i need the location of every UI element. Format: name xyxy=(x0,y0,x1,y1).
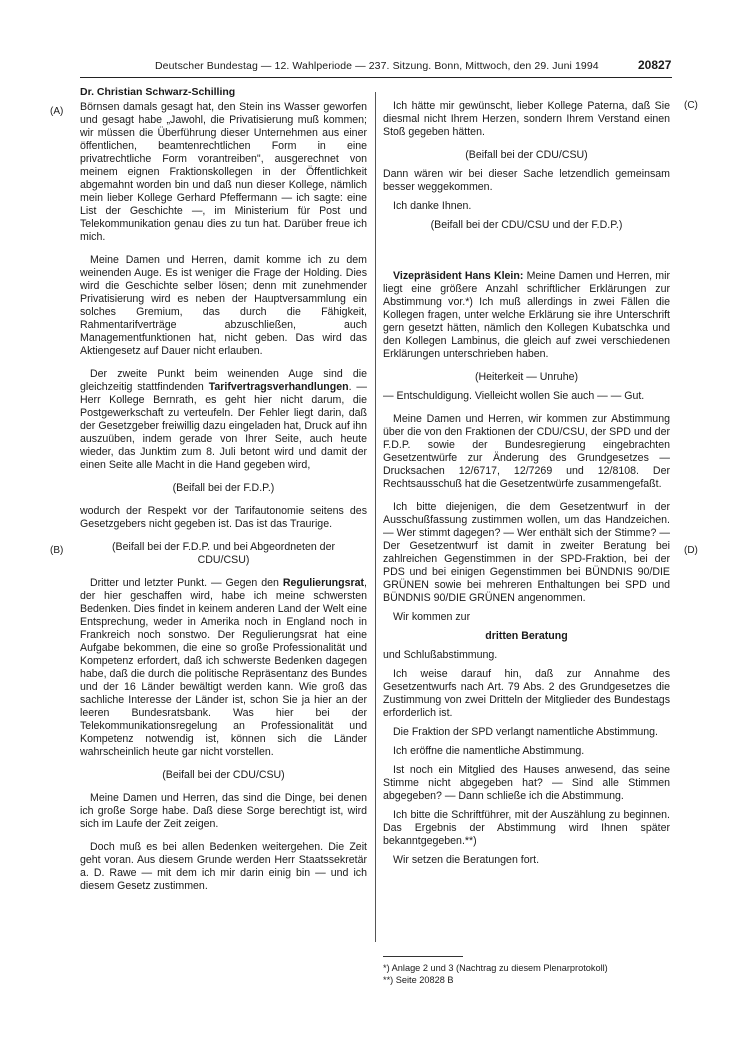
paragraph: Doch muß es bei allen Bedenken weitergehen. Die Zeit geht voran. Aus diesem Grunde werden Herr Staatssekretär a. D. Rawe — mit dem ich mir darin einig bin — und ich diesem Gesetz zustimmen. xyxy=(80,841,367,892)
paragraph: Ich bitte diejenigen, die dem Gesetzentwurf in der Ausschußfassung zustimmen wollen, um das Handzeichen. — Wer stimmt dagegen? — Wer enthält sich der Stimme? — Der Gesetzentwurf ist damit in zweiter Beratung bei zahlreichen Gegenstimmen in der SPD-Fraktion, bei der PDS und bei einigen Gegenstimmen bei BÜNDNIS 90/DIE GRÜNEN sowie bei mehreren Enthaltungen bei SPD und BÜNDNIS 90/DIE GRÜNEN angenommen. xyxy=(383,501,670,604)
speaker-heading: Dr. Christian Schwarz-Schilling xyxy=(80,86,236,98)
paragraph: Börnsen damals gesagt hat, den Stein ins Wasser geworfen und gesagt habe „Jawohl, die Privatisierung muß kommen; wir müssen die Überführung dieser Unternehmen aus einer öffentlichen, beamtenrechtlichen Form in eine privatrechtliche Form vorantreiben", ausgerechnet von meinem eignen Fraktionskollegen in der Öffentlichkeit abgemahnt worden bin und daß nun dieser Kollege, nämlich mein lieber Kollege Gerhard Pfeffermann — ich sagte: eine List der Geschichte —, im Ministerium für Post und Telekommunikation genau dies zu tun hat. Darüber freue ich mich. xyxy=(80,101,367,243)
paragraph: Dann wären wir bei dieser Sache letzendlich gemeinsam besser weggekommen. xyxy=(383,168,670,193)
paragraph: Ich bitte die Schriftführer, mit der Auszählung zu beginnen. Das Ergebnis der Abstimmung wird Ihnen später bekanntgegeben.**) xyxy=(383,809,670,847)
applause-note: (Beifall bei der F.D.P.) xyxy=(172,482,275,494)
paragraph: Ich hätte mir gewünscht, lieber Kollege Paterna, daß Sie diesmal nicht Ihrem Herzen, sondern Ihrem Verstand einen Stoß gegeben hätten. xyxy=(383,100,670,138)
paragraph: Ich weise darauf hin, daß zur Annahme des Gesetzentwurfs nach Art. 79 Abs. 2 des Grundgesetzes die Zustimmung von zwei Dritteln der Mitglieder des Bundestags erforderlich ist. xyxy=(383,668,670,719)
paragraph: — Entschuldigung. Vielleicht wollen Sie auch — — Gut. xyxy=(383,390,645,402)
footnote-rule xyxy=(383,956,463,957)
column-divider xyxy=(375,92,376,942)
paragraph: Dritter und letzter Punkt. — Gegen den Regulierungsrat, der hier geschaffen wird, habe ich meine schwersten Bedenken. Dies findet in keinem anderen Land der Welt eine Entsprechung, weder in Amerika noch in England noch in Frankreich noch sonstwo. Der Regulierungsrat hat eine Aufgabe bekommen, die eine so große Professionalität und Kompetenz erfordert, daß ich schwerste Bedenken dagegen habe, daß die durch die politische Repräsentanz des Bundes und der 16 Länder bewältigt werden kann. Wie groß das sachliche Interesse der Länder ist, schon Sie ja hier an der leeren Bundesratsbank. Was hier bei der Telekommunikationsregelung an Professionalität und Kompetenz notwendig ist, können sich die Länder wahrscheinlich heute gar nicht vorstellen. xyxy=(80,577,367,758)
paragraph: Meine Damen und Herren, wir kommen zur Abstimmung über die von den Fraktionen der CDU/CSU, der SPD und der F.D.P. sowie der Bundesregierung eingebrachten Gesetzentwürfe zur Änderung des Grundgesetzes — Drucksachen 12/6717, 12/7269 und 12/8108. Der Rechtsausschuß hat die Gesetzentwürfe zusammengefaßt. xyxy=(383,413,670,490)
paragraph: Ich danke Ihnen. xyxy=(393,200,472,212)
page-number: 20827 xyxy=(638,58,672,72)
margin-mark-c: (C) xyxy=(684,100,698,111)
paragraph: Wir setzen die Beratungen fort. xyxy=(393,854,540,866)
applause-note: (Beifall bei der CDU/CSU) xyxy=(465,149,588,161)
section-heading: dritten Beratung xyxy=(485,630,568,642)
interjection-note: (Heiterkeit — Unruhe) xyxy=(474,371,579,383)
paragraph: Vizepräsident Hans Klein: Meine Damen und Herren, mir liegt eine größere Anzahl schriftlicher Erklärungen zur Abstimmung vor.*) Ich muß allerdings in zwei Fällen die Kollegen fragen, unter welche Erklärung sie ihre Unterschrift gern gesetzt hätten, nämlich den Kollegen Kubatschka und den Kollegen Lambinus, die gleich auf zwei verschiedenen Erklärungen unterschrieben haben. xyxy=(383,270,670,360)
paragraph: Meine Damen und Herren, damit komme ich zu dem weinenden Auge. Es ist weniger die Frage der Holding. Dies wird die Geschichte selber lösen; denn mit zunehmender Privatisierung wird es neben der Hauptversammlung ein solches Gremium, das durch die Fähigkeit, Rahmentarifverträge abzuschließen, auch Managementfunktionen hat, nicht geben. Das wird das Aktiengesetz auf Dauer nicht erlauben. xyxy=(80,254,367,357)
right-column xyxy=(383,100,670,867)
footnotes xyxy=(383,962,673,986)
paragraph: Die Fraktion der SPD verlangt namentliche Abstimmung. xyxy=(393,726,658,738)
left-column xyxy=(80,86,367,893)
paragraph: Wir kommen zur xyxy=(393,611,471,623)
margin-mark-b: (B) xyxy=(50,545,64,556)
paragraph: wodurch der Respekt vor der Tarifautonomie seitens des Gesetzgebers nicht gegeben ist. Das ist das Traurige. xyxy=(80,505,367,530)
header-rule xyxy=(80,77,672,78)
bold-term: Regulierungsrat xyxy=(282,577,365,589)
paragraph: Der zweite Punkt beim weinenden Auge sind die gleichzeitig stattfindenden Tarifvertragsverhandlungen. — Herr Kollege Bernrath, es geht hier nicht darum, die Postgewerkschaft zu verteufeln. Der Fehler liegt darin, daß der Gesetzgeber freiwillig dazu eingeladen hat, Druck auf ihn auszuüben, indem gerade von Ihrer Seite, auch heute wieder, das Junktim zum 8. Juli betont wird und damit der einen Seite alle Macht in die Hand gegeben wird, xyxy=(80,368,368,471)
paragraph: Ich eröffne die namentliche Abstimmung. xyxy=(393,745,585,757)
paragraph: Ist noch ein Mitglied des Hauses anwesend, das seine Stimme nicht abgegeben hat? — Sind alle Stimmen abgegeben? — Dann schließe ich die Abstimmung. xyxy=(383,764,670,802)
margin-mark-d: (D) xyxy=(684,545,698,556)
applause-note: (Beifall bei der F.D.P. und bei Abgeordneten der CDU/CSU) xyxy=(111,541,335,566)
applause-note: (Beifall bei der CDU/CSU) xyxy=(162,769,285,781)
applause-note: (Beifall bei der CDU/CSU und der F.D.P.) xyxy=(430,219,623,231)
paragraph: Meine Damen und Herren, das sind die Dinge, bei denen ich große Sorge habe. Daß diese Sorge berechtigt ist, wird sich im Laufe der Zeit zeigen. xyxy=(80,792,367,830)
page-header xyxy=(0,58,750,76)
margin-mark-a: (A) xyxy=(50,106,64,117)
paragraph: und Schlußabstimmung. xyxy=(383,649,498,661)
footnote: *) Anlage 2 und 3 (Nachtrag zu diesem Plenarprotokoll) xyxy=(383,963,608,973)
speaker-name: Vizepräsident Hans Klein: xyxy=(393,270,524,282)
bold-term: Tarifvertragsverhandlungen xyxy=(208,381,349,393)
running-title: Deutscher Bundestag — 12. Wahlperiode — 237. Sitzung. Bonn, Mittwoch, den 29. Juni 1994 xyxy=(155,60,599,72)
footnote: **) Seite 20828 B xyxy=(383,975,454,985)
